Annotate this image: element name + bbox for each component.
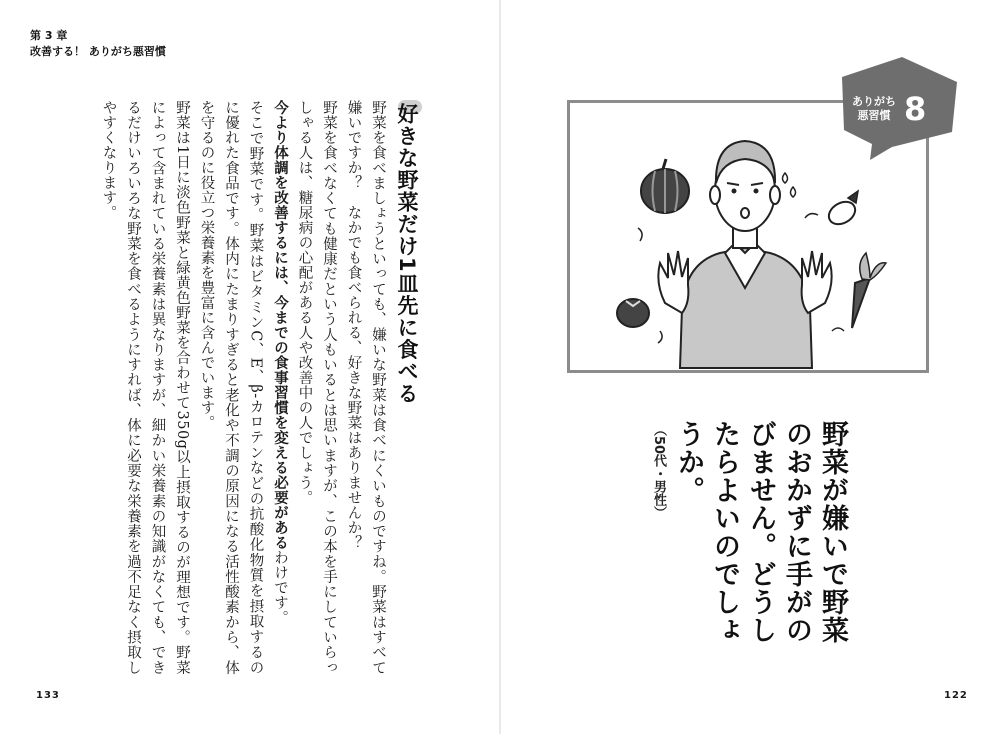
tomato-icon [617, 299, 649, 327]
pumpkin-icon [641, 159, 689, 213]
badge [852, 84, 952, 134]
carrot-icon [852, 253, 886, 328]
badge-number: 8 [904, 90, 927, 128]
page-number-right: 122 [944, 690, 968, 701]
page-number-left: 133 [36, 690, 60, 701]
emphasis-text: 今より体調を改善するには、今までの食事習慣を変える必要がある [272, 100, 288, 550]
eggplant-icon [825, 191, 859, 229]
body-text [60, 100, 390, 675]
chapter-label: 第 3 章 [30, 29, 68, 42]
paragraph-2: 野菜を食べなくても健康だという人もいるとは思いますが、この本を手にしていらっしゃる人は、糖尿病の心配がある人や改善中の人でしょう。 [296, 100, 337, 675]
badge-label: ありがち 悪習慣 [852, 95, 896, 122]
chapter-subtitle: 改善する！ ありがち悪習慣 [30, 45, 166, 58]
running-head [30, 28, 166, 60]
paragraph-3: 今より体調を改善するには、今までの食事習慣を変える必要があるわけです。 [272, 100, 288, 625]
paragraph-5: 野菜は1日に淡色野菜と緑黄色野菜を合わせて350g以上摂取するのが理想です。野菜によって含まれている栄養素は異なりますが、細かい栄養素の知識がなくても、できるだけいろいろな野菜を食べるようにすれば、体に必要な栄養素を過不足なく摂取しやすくなります。 [100, 100, 190, 675]
question-title: 野菜が嫌いで野菜のおかずに手がのびません。どうしたらよいのでしょうか。 [673, 420, 848, 644]
paragraph-1: 野菜を食べましょうといっても、嫌いな野菜は食べにくいものですね。野菜はすべて嫌いですか？ なかでも食べられる、好きな野菜はありませんか？ [345, 100, 386, 675]
asker-label: （50代・男性） [651, 423, 666, 520]
page-gutter [499, 0, 501, 734]
paragraph-4: そこで野菜です。野菜はビタミンC、E、β-カロテンなどの抗酸化物質を摂取するのに優れた食品です。体内にたまりすぎると老化や不調の原因になる活性酸素から、体を守るのに役立つ栄養素を豊富に含んでいます。 [198, 100, 264, 675]
section-heading: 好きな野菜だけ1皿先に食べる [395, 103, 419, 405]
